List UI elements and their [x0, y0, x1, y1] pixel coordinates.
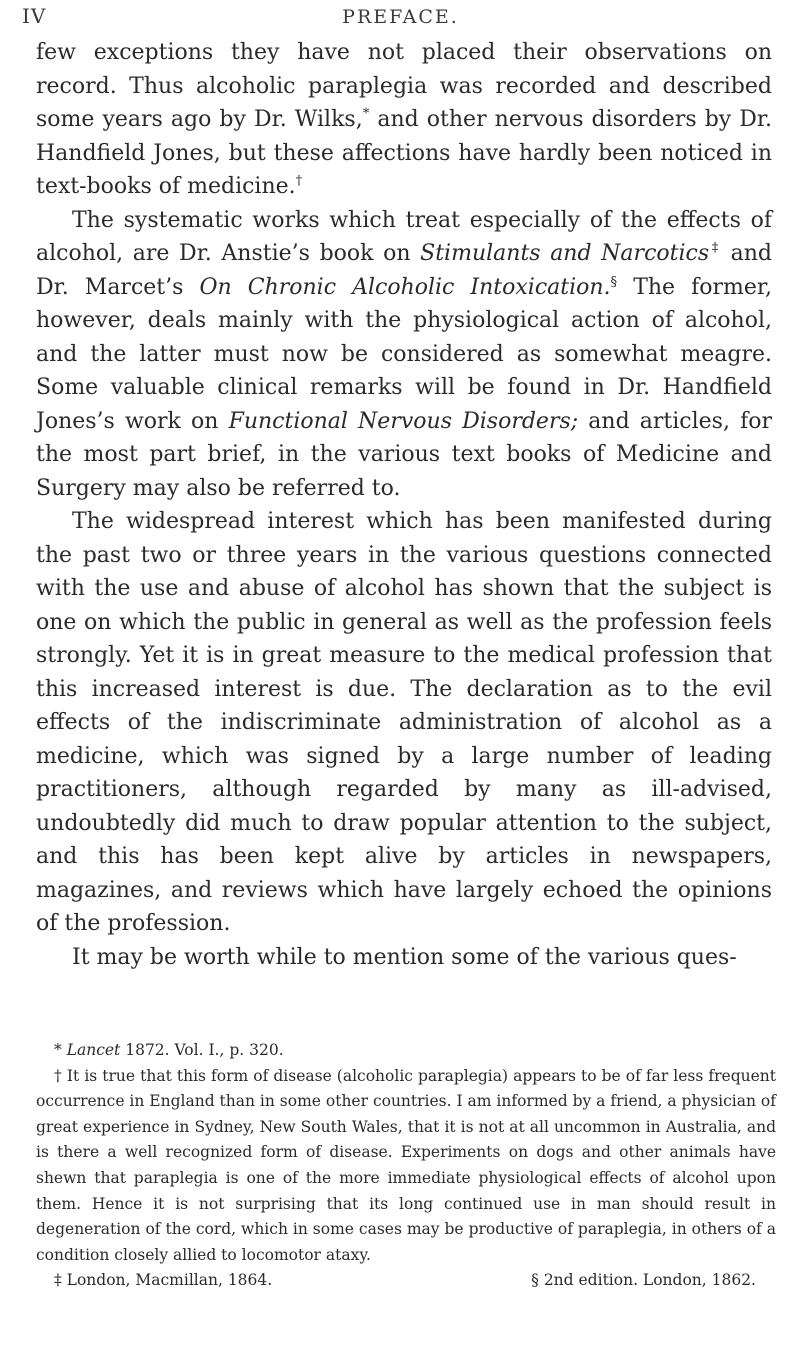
page-number: IV [22, 4, 47, 28]
footnote-4-text: 2nd edition. London, 1862. [538, 1271, 756, 1290]
footnote-4-mark: § [531, 1271, 539, 1290]
footnote-2-mark: † [54, 1066, 62, 1085]
footnote-ref-double-dagger: ‡ [709, 240, 721, 256]
paragraph-1-text-a: few exceptions they have not placed their observations on record. Thus alcoholic paraplegia was recorded and described some years ago by Dr. Wilks, [36, 40, 772, 132]
book-title-functional-nervous: Functional Nervous Disorders; [228, 408, 579, 434]
book-title-chronic-alcoholic: On Chronic Alcoholic Intoxication. [199, 274, 611, 300]
footnote-3-text: London, Macmillan, 1864. [61, 1271, 273, 1290]
paragraph-2 [36, 204, 772, 506]
footnote-3 [54, 1268, 272, 1294]
footnote-ref-dagger: † [295, 173, 303, 189]
book-title-stimulants: Stimulants and Narcotics [420, 241, 710, 266]
footnote-2-text: It is true that this form of disease (alcoholic paraplegia) appears to be of far less frequent occurrence in England than in some other countries. I am informed by a friend, a physician of great experience in Sydney, New South Wales, that it is not at all uncommon in Australia, and is there a well recognized form of disease. Experiments on dogs and other animals have shewn that paraplegia is one of the more immediate physiological effects of alcohol upon them. Hence it is not surprising that its long continued use in man should result in degeneration of the cord, which in some cases may be productive of paraplegia, in others of a condition closely allied to locomotor ataxy. [36, 1066, 777, 1264]
body-text [36, 36, 772, 974]
footnote-ref-star: * [362, 106, 370, 122]
paragraph-2-text-a: The systematic works which treat especially of the effects of alcohol, are Dr. Anstie’s book on [36, 207, 772, 266]
paragraph-4: It may be worth while to mention some of the various ques- [72, 944, 737, 970]
footnote-ref-section: § [610, 274, 618, 290]
paragraph-1-text-b: and other nervous disorders by Dr. Handfield Jones, but these affections have hardly been noticed in text-books of medicine. [36, 107, 772, 199]
paragraph-2-text-c: The former, however, deals mainly with the physiological action of alcohol, and the latter must now be considered as somewhat meagre. Some valuable clinical remarks will be found in Dr. Handfield Jones’s work on [36, 274, 772, 434]
footnote-1 [36, 1038, 776, 1064]
paragraph-3: The widespread interest which has been manifested during the past two or three years in the various questions connected with the use and abuse of alcohol has shown that the subject is one on which the public in general as well as the profession feels strongly. Yet it is in great measure to the medical profession that this increased interest is due. The declaration as to the evil effects of the indiscriminate administration of alcohol as a medicine, which was signed by a large number of leading practitioners, although regarded by many as ill-advised, undoubtedly did much to draw popular attention to the subject, and this has been kept alive by articles in newspapers, magazines, and reviews which have largely echoed the opinions of the profession. [36, 509, 772, 936]
footnotes-last-line [36, 1268, 776, 1294]
footnote-3-mark: ‡ [54, 1271, 62, 1290]
footnote-4 [531, 1268, 756, 1294]
footnote-1-mark: * [54, 1041, 62, 1059]
paragraph-1 [36, 36, 772, 204]
footnote-1-title: Lancet [66, 1041, 121, 1059]
footnote-2 [36, 1064, 776, 1269]
page-header [22, 4, 779, 32]
paragraph-2-text-d: and articles, for the most part brief, in the various text books of Medicine and Surgery may also be referred to. [36, 408, 772, 501]
running-head: PREFACE. [342, 6, 459, 28]
footnotes [36, 1038, 776, 1294]
footnote-1-text: 1872. Vol. I., p. 320. [120, 1041, 284, 1059]
paragraph-2-text-b: and Dr. Marcet’s [36, 241, 772, 300]
